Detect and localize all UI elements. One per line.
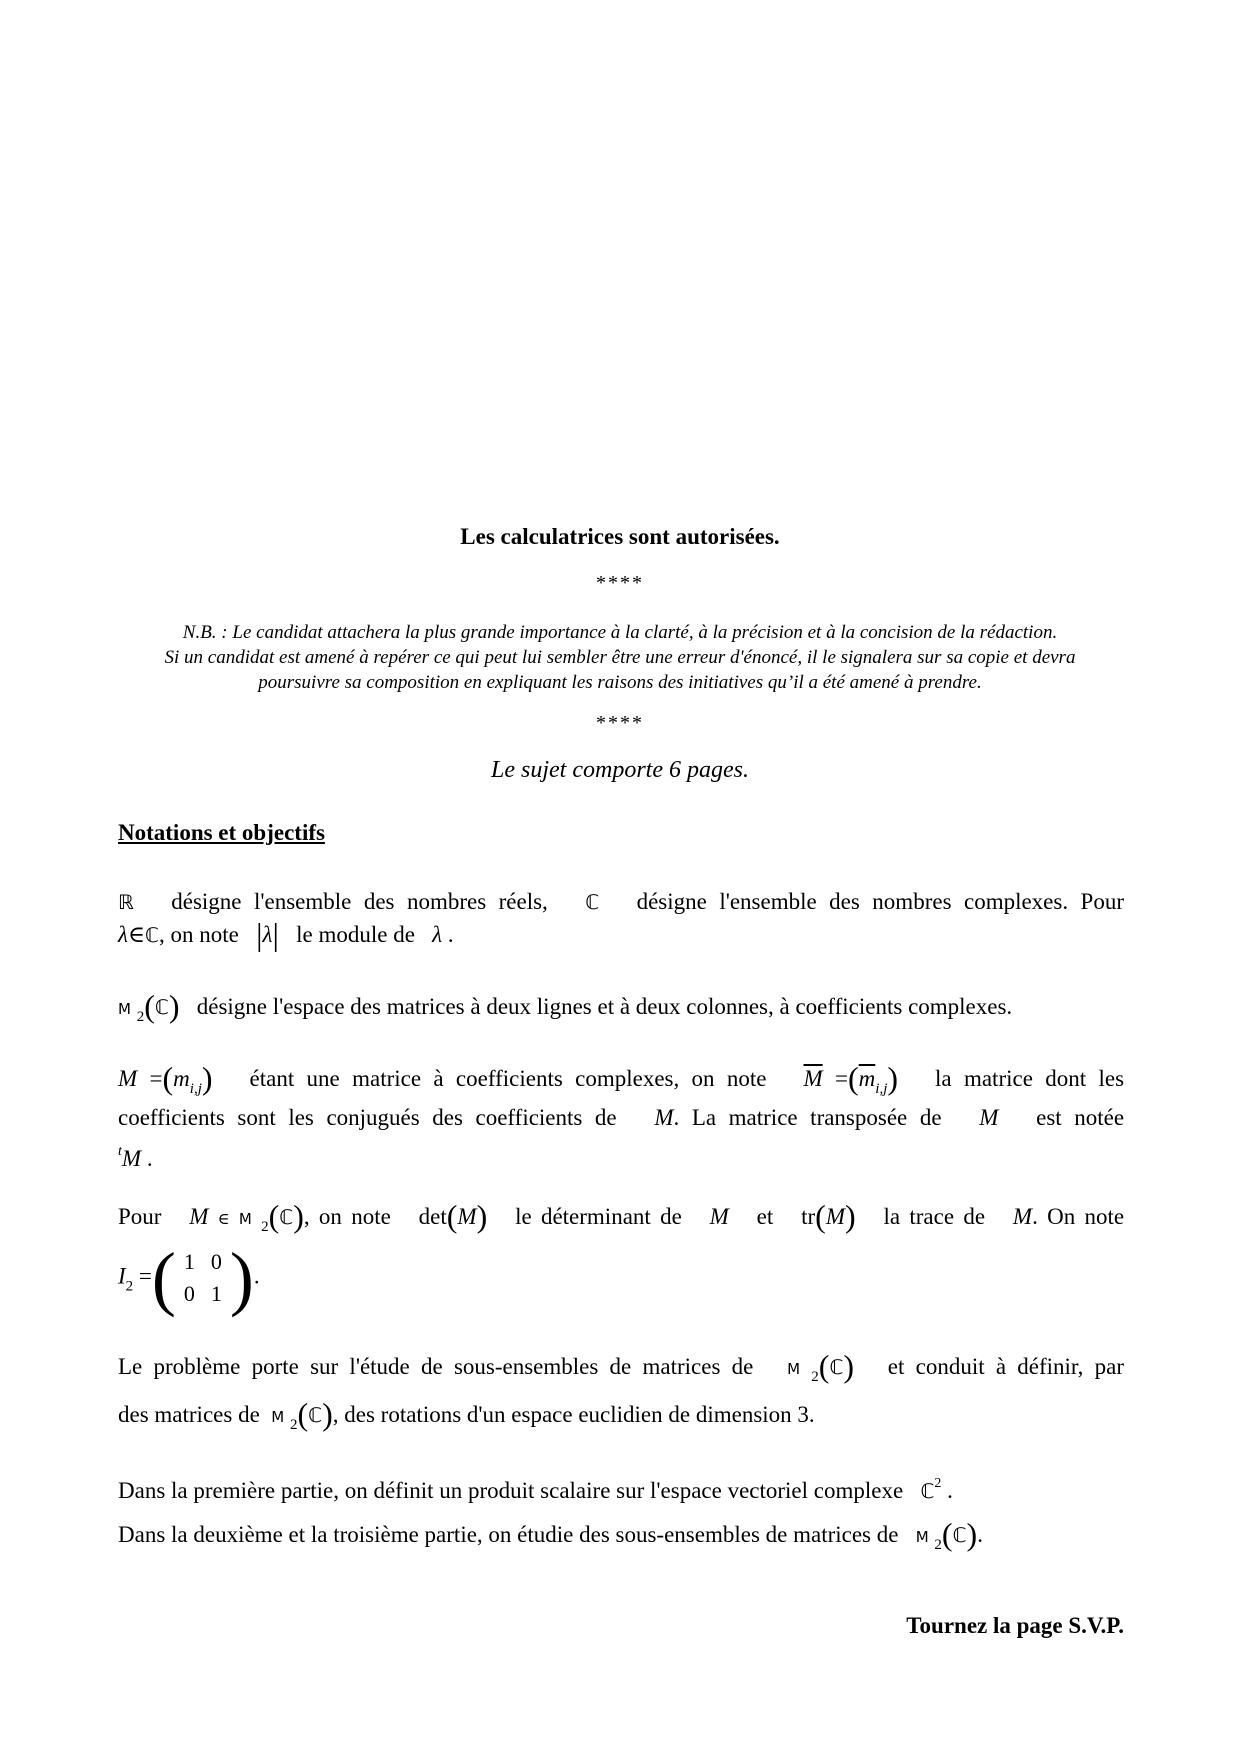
m-bar: $\overline{m}$: [858, 1066, 876, 1091]
text: étant une matrice à coefficients complexes, on note: [249, 1066, 767, 1091]
complex-symbol: ℂ: [308, 1403, 323, 1427]
I: I: [118, 1263, 126, 1289]
complex-symbol: ℂ: [952, 1523, 967, 1547]
text: Pour: [118, 1204, 162, 1229]
text: , on note: [158, 922, 239, 947]
nb-line: poursuivre sa composition en expliquant les raisons des initiatives qu’il a été amené à prendre.: [258, 672, 982, 693]
M: M: [709, 1204, 729, 1229]
tr: tr: [801, 1204, 816, 1229]
subscript: 2: [136, 1009, 145, 1025]
text: et: [756, 1204, 774, 1229]
subscript: i,j: [189, 1081, 202, 1097]
M: M: [118, 1066, 138, 1091]
eq: =: [835, 1066, 848, 1091]
matrix-cell: 0: [210, 1249, 222, 1274]
text: la matrice dont les: [935, 1066, 1125, 1091]
matrix-cell: 1: [210, 1281, 222, 1306]
text: le module de: [296, 922, 415, 947]
page-count: Le sujet comporte 6 pages.: [491, 757, 749, 783]
paragraph-det-trace: Pour M ∈ M $_2$(ℂ), on note det(M) le déterminant de M et tr(M) la trace de M. On note: [118, 1198, 1125, 1235]
M: M: [979, 1105, 999, 1130]
matrix-cell: 0: [183, 1281, 195, 1306]
text: désigne l'ensemble des nombres réels,: [171, 889, 548, 914]
lambda: λ: [118, 922, 128, 947]
paragraph-m2c: M $_2$(ℂ) désigne l'espace des matrices à deux lignes et à deux colonnes, à coefficients complexes.: [118, 988, 1013, 1025]
matrix-space-symbol: M: [915, 1528, 929, 1546]
paragraph-conjugate-line2: [118, 1102, 1124, 1134]
matrix-space-symbol: M: [787, 1360, 801, 1378]
section-heading: Notations et objectifs: [118, 820, 325, 845]
paragraph-sets-line2: λ∈ℂ, on note |λ| le module de λ .: [118, 916, 454, 952]
text: des matrices de: [118, 1402, 260, 1427]
eq: =: [138, 1263, 152, 1289]
paragraph-sets: [118, 886, 1124, 918]
identity-matrix: [176, 1246, 230, 1310]
text: la trace de: [883, 1204, 986, 1229]
subscript: 2: [125, 1278, 134, 1295]
subscript: 2: [289, 1417, 298, 1433]
calculators-notice: Les calculatrices sont autorisées.: [460, 524, 780, 549]
text: et conduit à définir, par: [887, 1354, 1125, 1379]
text: désigne l'ensemble des nombres complexes. Pour: [636, 889, 1125, 914]
complex-symbol: ℂ: [829, 1355, 844, 1379]
paragraph-problem-line2: des matrices de M $_2$(ℂ), des rotations d'un espace euclidien de dimension 3.: [118, 1396, 815, 1433]
nb-line: N.B. : Le candidat attachera la plus grande importance à la clarté, à la précision et à la concision de la rédaction.: [182, 622, 1058, 643]
subscript: 2: [261, 1219, 269, 1235]
text: le déterminant de: [515, 1204, 682, 1229]
text: désigne l'espace des matrices à deux lignes et à deux colonnes, à coefficients complexes.: [196, 994, 1013, 1019]
in-symbol: ∈: [127, 922, 145, 947]
text: . On note: [1032, 1204, 1125, 1229]
separator: ****: [596, 712, 644, 734]
text: , des rotations d'un espace euclidien de dimension 3.: [332, 1402, 815, 1427]
text: est notée: [1036, 1105, 1125, 1130]
matrix-space-symbol: M: [271, 1408, 285, 1426]
subscript: 2: [811, 1369, 819, 1385]
det: det: [418, 1204, 447, 1229]
transpose-t: t: [118, 1144, 122, 1159]
text: coefficients sont les conjugués des coefficients de: [118, 1105, 617, 1130]
text: Le problème porte sur l'étude de sous-ensembles de matrices de: [118, 1354, 754, 1379]
eq: =: [149, 1066, 163, 1091]
subscript: i,j: [875, 1081, 888, 1097]
nb-note: [0, 620, 1240, 695]
M: M: [457, 1204, 477, 1229]
complex-symbol: ℂ: [279, 1205, 294, 1229]
transpose-notation: $^t$M .: [118, 1144, 153, 1171]
complex-symbol: ℂ: [920, 1479, 935, 1503]
text: , on note: [303, 1204, 391, 1229]
paragraph-conjugate: $M =(m_{i,j})$ étant une matrice à coefficients complexes, on note $\overline{M} =(\overline{m}_{i,j})$ la matrice dont les: [118, 1060, 1125, 1097]
lambda: λ: [432, 922, 443, 947]
complex-symbol: ℂ: [154, 995, 169, 1019]
identity-definition: $I_2$ =( 1 0 0 1 ).: [118, 1238, 260, 1318]
paragraph-problem: Le problème porte sur l'étude de sous-ensembles de matrices de M $_2$(ℂ) et conduit à définir, par: [118, 1348, 1125, 1385]
matrix-space-symbol: M: [118, 1000, 131, 1018]
complex-symbol: ℂ: [145, 923, 159, 947]
M: M: [1012, 1204, 1033, 1229]
M: M: [121, 1146, 142, 1171]
in-symbol: ∈: [217, 1211, 230, 1228]
subscript: 2: [934, 1537, 942, 1553]
complex-symbol: ℂ: [585, 890, 600, 914]
M-bar: $\overline{M}$: [803, 1066, 823, 1091]
superscript: 2: [934, 1476, 942, 1491]
paragraph-part2-3: Dans la deuxième et la troisième partie, on étudie des sous-ensembles de matrices de M $_2$(ℂ).: [118, 1516, 983, 1553]
nb-line: Si un candidat est amené à repérer ce qui peut lui sembler être une erreur d'énoncé, il le signalera sur sa copie et devra: [164, 647, 1076, 668]
text: . La matrice transposée de: [673, 1105, 942, 1130]
m: m: [173, 1066, 190, 1091]
paragraph-part1: Dans la première partie, on définit un produit scalaire sur l'espace vectoriel complexe ℂ$^2$ .: [118, 1476, 953, 1503]
turn-page-notice: Tournez la page S.V.P.: [906, 1613, 1124, 1638]
text: Dans la deuxième et la troisième partie, on étudie des sous-ensembles de matrices de: [118, 1522, 899, 1547]
lambda: λ: [262, 922, 273, 947]
M: M: [189, 1204, 209, 1229]
matrix-space-symbol: M: [238, 1210, 252, 1228]
text: Dans la première partie, on définit un produit scalaire sur l'espace vectoriel complexe: [118, 1478, 904, 1503]
reals-symbol: ℝ: [118, 890, 134, 914]
M: M: [825, 1204, 845, 1229]
M: M: [654, 1105, 674, 1130]
matrix-cell: 1: [183, 1249, 195, 1274]
separator: ****: [596, 572, 644, 594]
